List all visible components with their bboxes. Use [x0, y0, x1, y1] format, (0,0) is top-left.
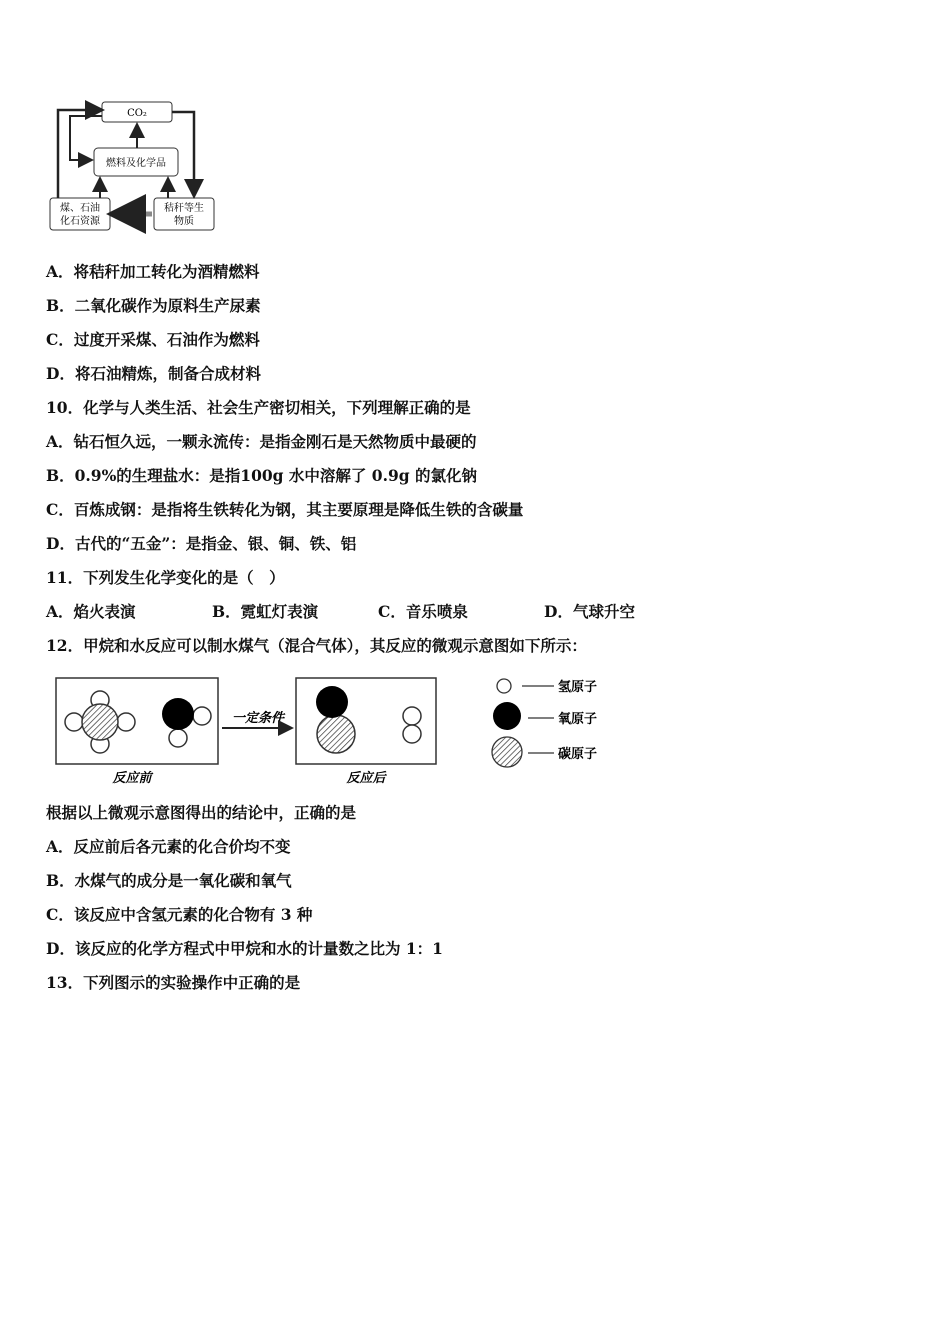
q10-option-b: B．0.9%的生理盐水：是指100g 水中溶解了 0.9g 的氯化钠 [46, 466, 477, 485]
q12-option-b: B．水煤气的成分是一氧化碳和氧气 [46, 871, 292, 890]
before-label: 反应前 [112, 771, 152, 786]
legend-carbon-label: 碳原子 [558, 747, 598, 762]
legend-hydrogen-label: 氢原子 [558, 680, 598, 695]
q12-lead: 根据以上微观示意图得出的结论中，正确的是 [46, 803, 357, 822]
q10-option-c: C．百炼成钢：是指将生铁转化为钢，其主要原理是降低生铁的含碳量 [46, 500, 524, 519]
q12-stem: 12．甲烷和水反应可以制水煤气（混合气体），其反应的微观示意图如下所示： [46, 636, 587, 655]
straw-line2: 物质 [174, 216, 194, 227]
q10-stem: 10．化学与人类生活、社会生产密切相关，下列理解正确的是 [46, 398, 471, 417]
q12-option-a: A．反应前后各元素的化合价均不变 [46, 837, 291, 856]
co2-label: CO₂ [127, 108, 147, 119]
fossil-line1: 煤、石油 [60, 203, 100, 214]
q9-option-a: A．将秸秆加工转化为酒精燃料 [46, 262, 260, 281]
q9-option-d: D．将石油精炼，制备合成材料 [46, 364, 261, 383]
legend-oxygen-icon [493, 702, 521, 730]
condition-label: 一定条件 [231, 711, 285, 726]
fossil-line2: 化石资源 [60, 216, 100, 227]
q11-option-a: A．焰火表演 [46, 602, 136, 621]
legend-oxygen-label: 氧原子 [558, 712, 598, 727]
legend [492, 679, 597, 767]
q11-option-c: C．音乐喷泉 [378, 602, 468, 621]
q11-stem: 11．下列发生化学变化的是（ ） [46, 568, 285, 587]
q11-option-b: B．霓虹灯表演 [212, 602, 319, 621]
after-label: 反应后 [346, 771, 386, 786]
q13-stem: 13．下列图示的实验操作中正确的是 [46, 973, 301, 992]
q10-option-d: D．古代的“五金”：是指金、银、铜、铁、铝 [46, 534, 357, 553]
q10-option-a: A．钻石恒久远，一颗永流传：是指金刚石是天然物质中最硬的 [46, 432, 477, 451]
fuel-label: 燃料及化学品 [106, 158, 166, 169]
legend-carbon-icon [492, 737, 522, 767]
q11-options [46, 602, 710, 622]
q9-option-c: C．过度开采煤、石油作为燃料 [46, 330, 260, 349]
q9-option-b: B．二氧化碳作为原料生产尿素 [46, 296, 261, 315]
straw-line1: 秸秆等生 [164, 203, 204, 214]
q11-option-d: D．气球升空 [544, 602, 635, 621]
q12-option-c: C．该反应中含氢元素的化合物有 3 种 [46, 905, 313, 924]
reaction-diagram [50, 672, 620, 790]
legend-hydrogen-icon [497, 679, 511, 693]
carbon-cycle-diagram [44, 96, 224, 236]
q12-option-d: D．该反应的化学方程式中甲烷和水的计量数之比为 1：1 [46, 939, 443, 958]
